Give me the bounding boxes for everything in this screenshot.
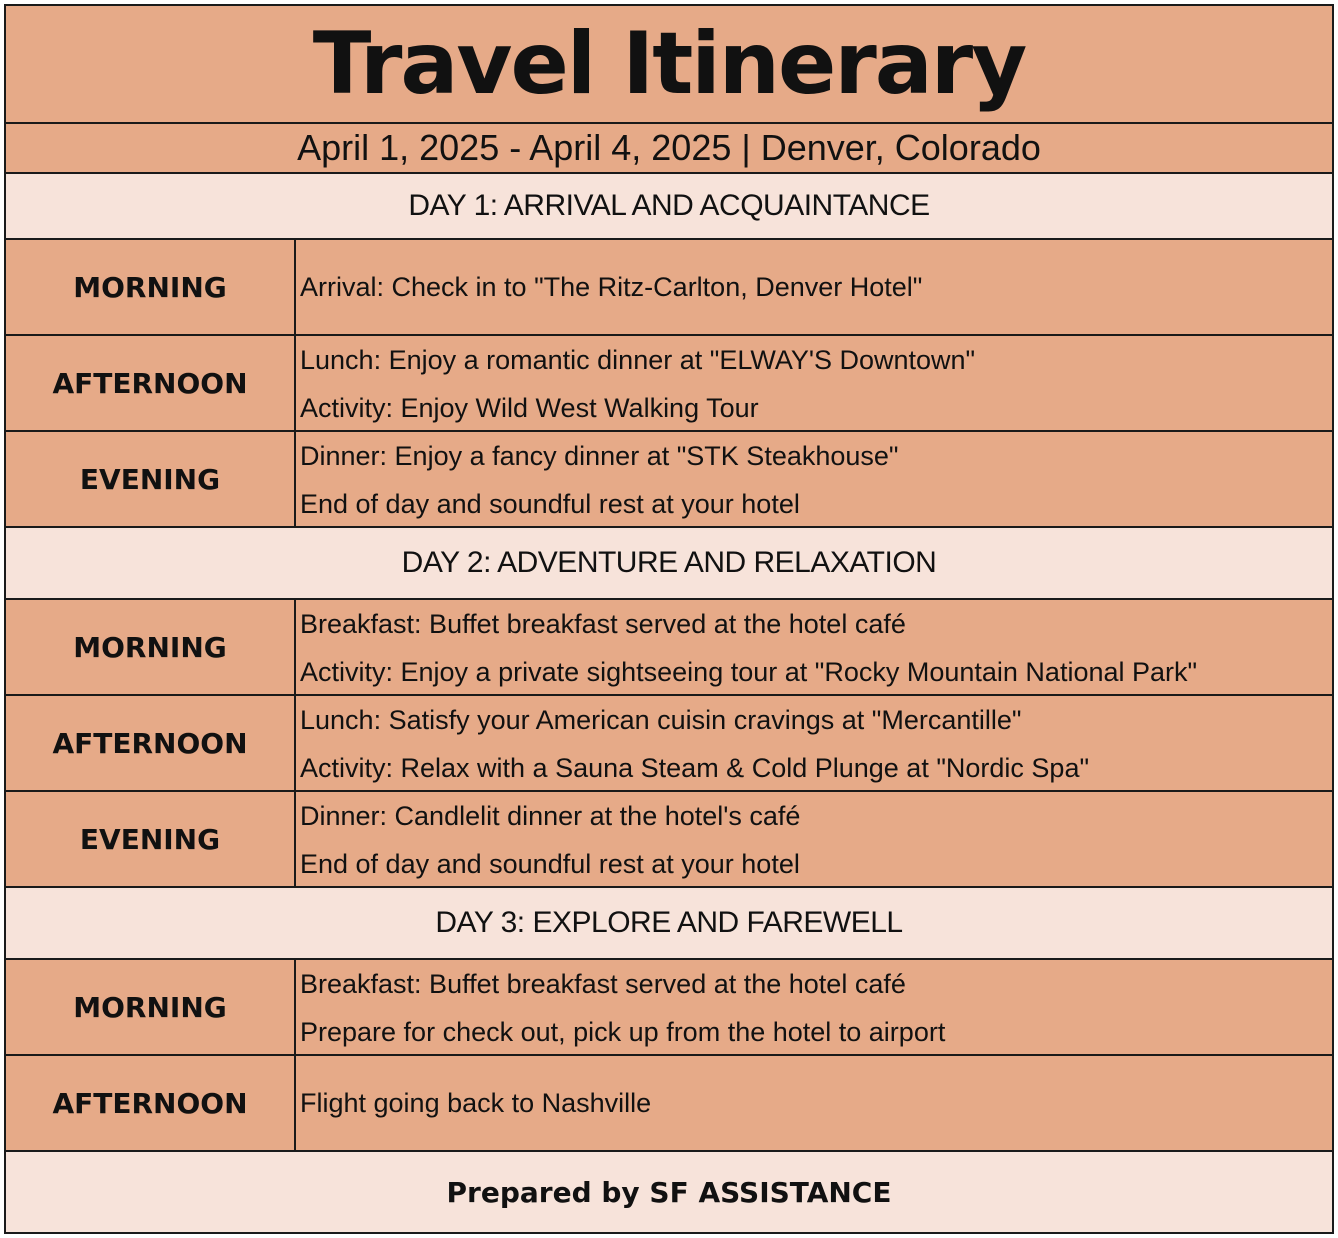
activity-line: Dinner: Enjoy a fancy dinner at "STK Steakhouse" <box>300 441 899 471</box>
prepared-by-footer: Prepared by SF ASSISTANCE <box>446 1175 892 1209</box>
activity-line: End of day and soundful rest at your hotel <box>300 849 800 879</box>
activity-line: Activity: Relax with a Sauna Steam & Cold Plunge at "Nordic Spa" <box>300 753 1090 783</box>
itinerary-sheet <box>4 4 1334 1234</box>
activity-line: Prepare for check out, pick up from the hotel to airport <box>300 1017 946 1047</box>
footer-row <box>6 1152 1332 1232</box>
date-location-subtitle: April 1, 2025 - April 4, 2025 | Denver, Colorado <box>297 127 1041 168</box>
time-slot-label: EVENING <box>6 792 296 886</box>
title-row <box>6 6 1332 124</box>
time-slot-label: EVENING <box>6 432 296 526</box>
time-slot-label: AFTERNOON <box>6 336 296 430</box>
time-slot-row <box>6 792 1332 888</box>
activity-line: Breakfast: Buffet breakfast served at the hotel café <box>300 969 906 999</box>
activity-list <box>296 696 1332 790</box>
activity-list <box>296 960 1332 1054</box>
time-slot-label: AFTERNOON <box>6 696 296 790</box>
activity-line: Flight going back to Nashville <box>300 1088 652 1118</box>
activity-line: Lunch: Enjoy a romantic dinner at "ELWAY'S Downtown" <box>300 345 976 375</box>
time-slot-row <box>6 600 1332 696</box>
subtitle-row <box>6 124 1332 174</box>
day-heading: DAY 1: ARRIVAL AND ACQUAINTANCE <box>408 189 930 222</box>
time-slot-label: MORNING <box>6 600 296 694</box>
page-title: Travel Itinerary <box>312 14 1026 114</box>
time-slot-row <box>6 240 1332 336</box>
activity-line: Activity: Enjoy a private sightseeing tour at "Rocky Mountain National Park" <box>300 657 1198 687</box>
time-slot-label: AFTERNOON <box>6 1056 296 1150</box>
time-slot-label: MORNING <box>6 240 296 334</box>
activity-list <box>296 600 1332 694</box>
activity-list <box>296 792 1332 886</box>
time-slot-row <box>6 432 1332 528</box>
time-slot-label: MORNING <box>6 960 296 1054</box>
time-slot-row <box>6 960 1332 1056</box>
activity-line: Lunch: Satisfy your American cuisin cravings at "Mercantille" <box>300 705 1022 735</box>
activity-line: Dinner: Candlelit dinner at the hotel's café <box>300 801 801 831</box>
activity-line: End of day and soundful rest at your hotel <box>300 489 800 519</box>
day-heading: DAY 2: ADVENTURE AND RELAXATION <box>401 546 937 579</box>
activity-line: Arrival: Check in to "The Ritz-Carlton, Denver Hotel" <box>300 272 923 302</box>
day-3-header-row <box>6 888 1332 960</box>
activity-list <box>296 336 1332 430</box>
activity-list <box>296 240 1332 334</box>
time-slot-row <box>6 696 1332 792</box>
day-2-header-row <box>6 528 1332 600</box>
activity-list <box>296 1056 1332 1150</box>
activity-line: Activity: Enjoy Wild West Walking Tour <box>300 393 759 423</box>
day-1-header-row <box>6 174 1332 240</box>
activity-list <box>296 432 1332 526</box>
time-slot-row <box>6 1056 1332 1152</box>
time-slot-row <box>6 336 1332 432</box>
day-heading: DAY 3: EXPLORE AND FAREWELL <box>435 906 903 939</box>
activity-line: Breakfast: Buffet breakfast served at the hotel café <box>300 609 906 639</box>
